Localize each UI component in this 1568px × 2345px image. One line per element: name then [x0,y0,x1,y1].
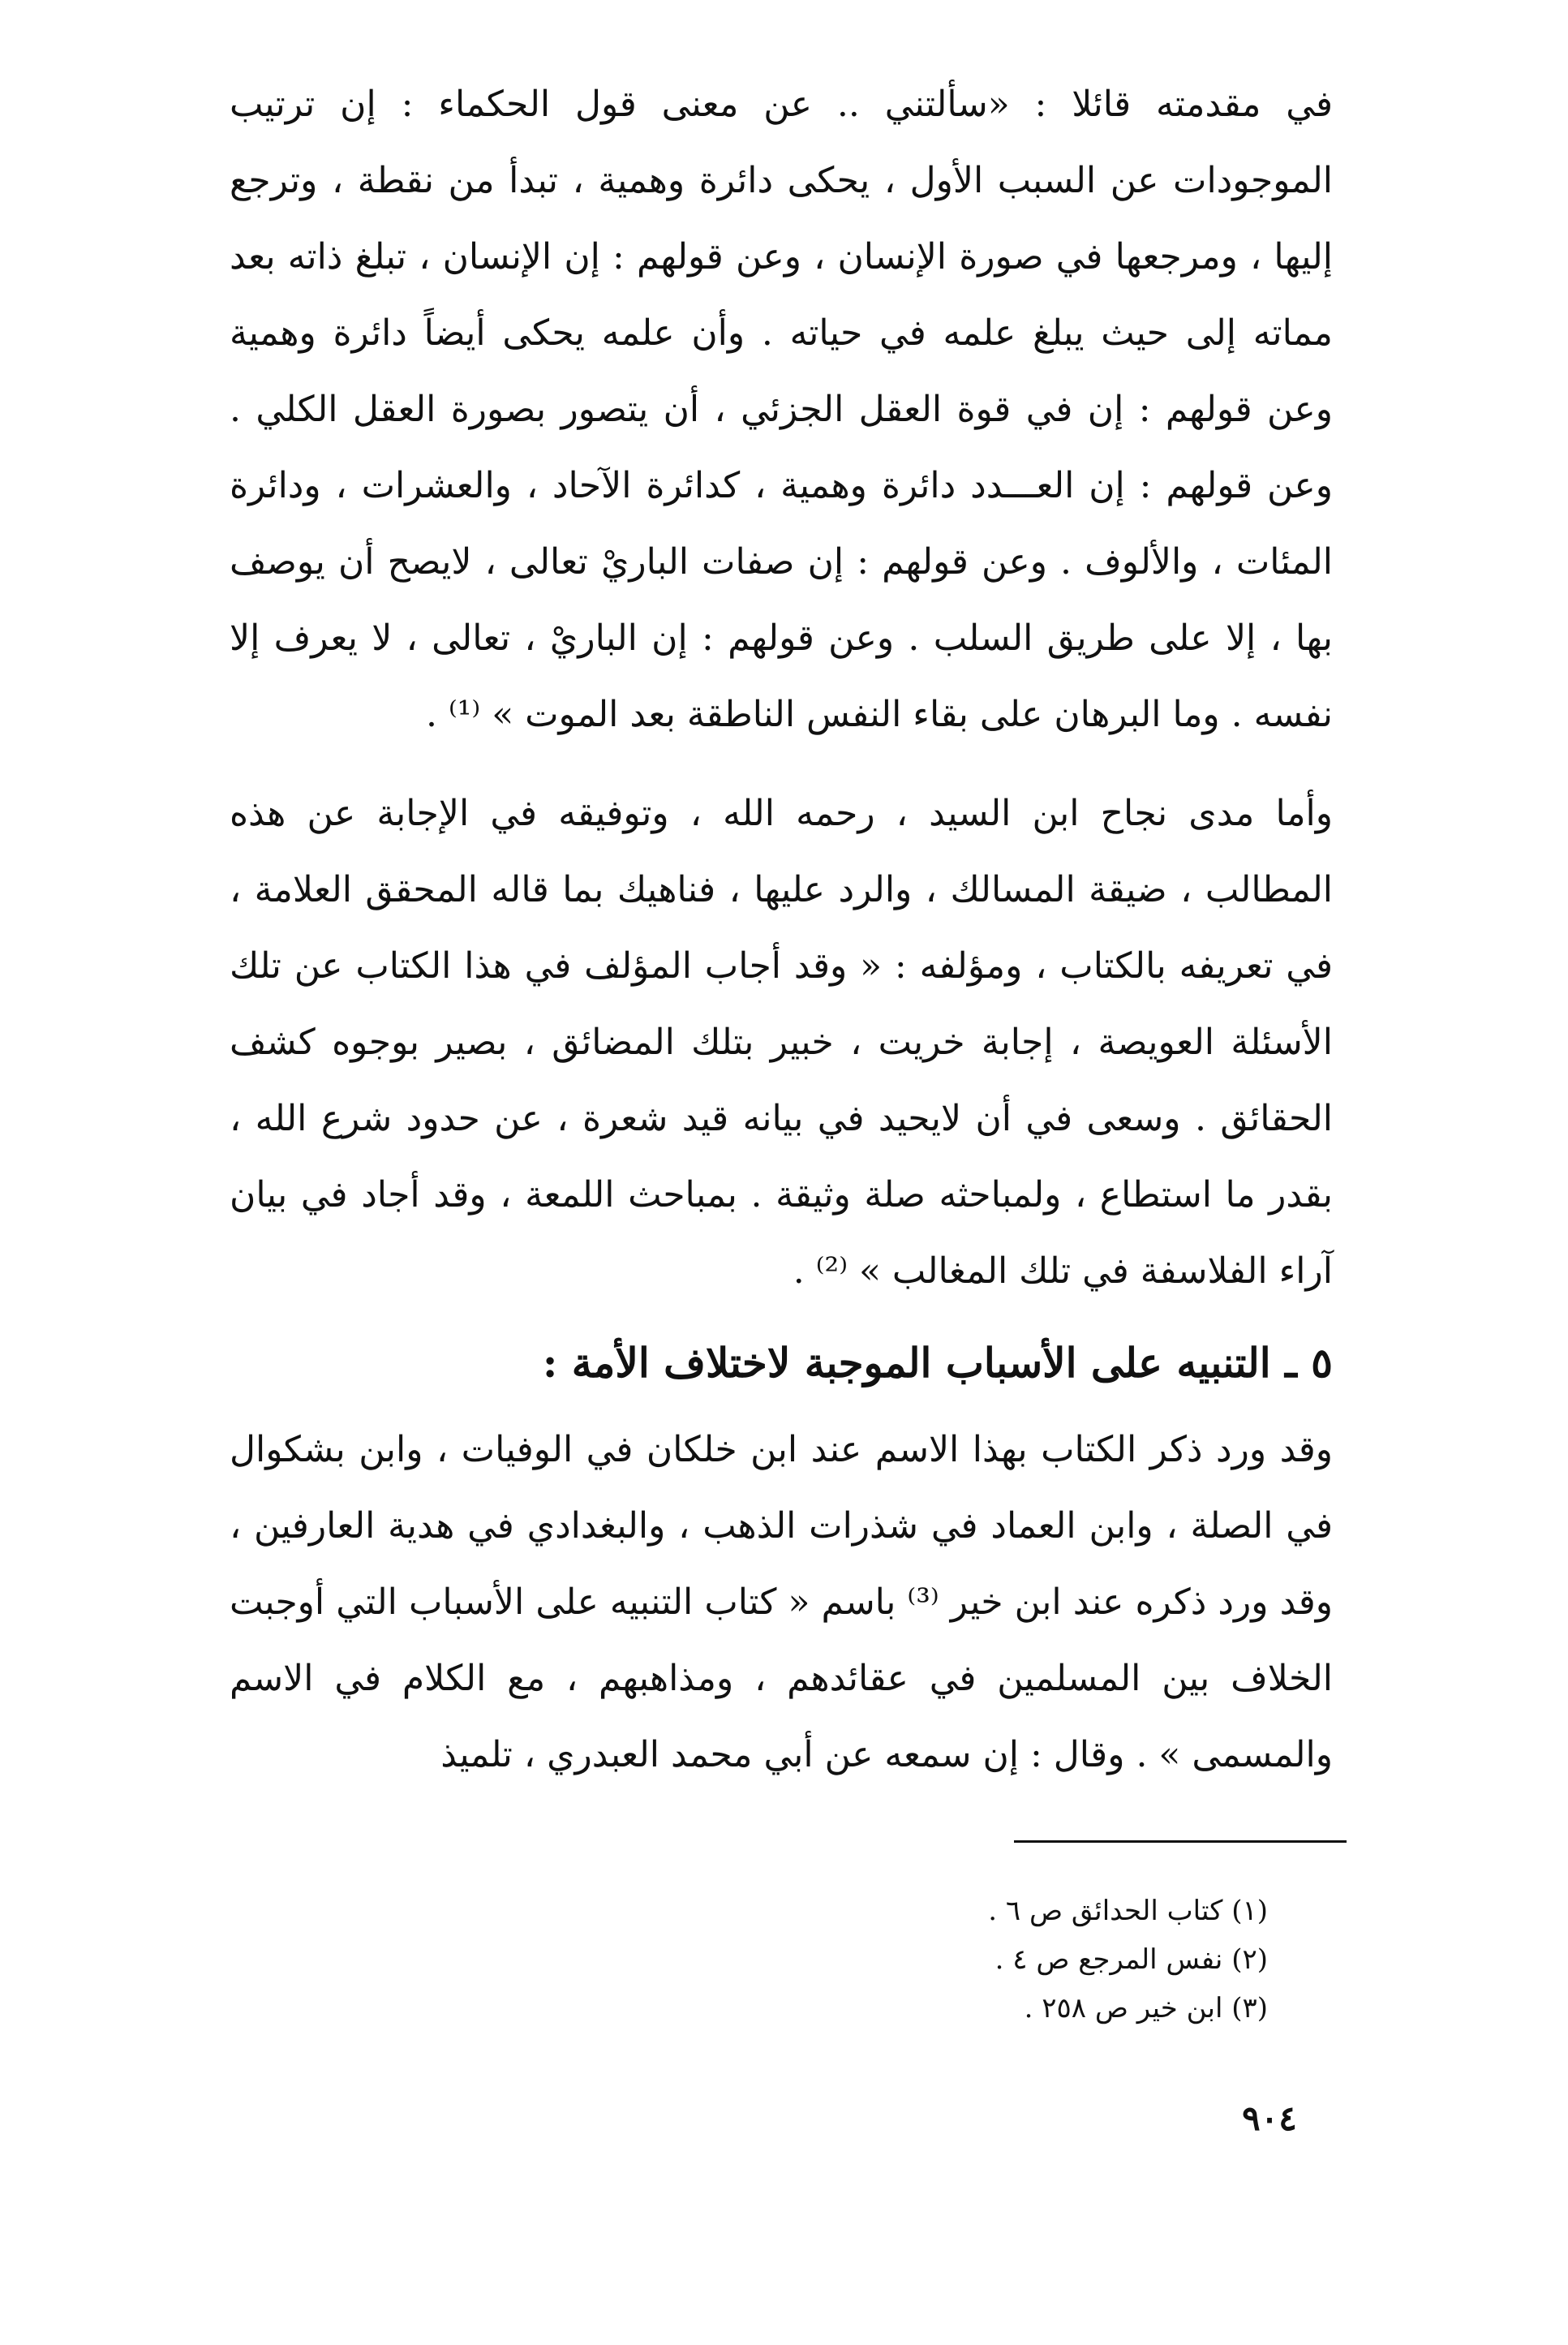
footnote-3: (٣) ابن خير ص ٢٥٨ . [1024,1992,1268,2024]
body-paragraph-1: في مقدمته قائلا : «سألتني .. عن معنى قول الحكماء : إن ترتيب الموجودات عن السبب الأول ، يحكى دائرة وهمية ، تبدأ من نقطة ، وترجع إليها ، ومرجعها في صورة الإنسان ، وعن قولهم : إن الإنسان ، تبلغ ذاته بعد مماته إلى حيث يبلغ علمه في حياته . وأن علمه يحكى أيضاً دائرة وهمية وعن قولهم : إن في قوة العقل الجزئي ، أن يتصور بصورة العقل الكلي . وعن قولهم : إن العـــدد دائرة وهمية ، كدائرة الآحاد ، والعشرات ، ودائرة المئات ، والألوف . وعن قولهم : إن صفات الباريْ تعالى ، لايصح أن يوصف بها ، إلا على طريق السلب . وعن قولهم : إن الباريْ ، تعالى ، لا يعرف إلا نفسه . وما البرهان على بقاء النفس الناطقة بعد الموت » ⁽¹⁾ . [230,84,1334,735]
body-paragraph-3: وقد ورد ذكر الكتاب بهذا الاسم عند ابن خلكان في الوفيات ، وابن بشكوال في الصلة ، وابن العماد في شذرات الذهب ، والبغدادي في هدية العارفين ، وقد ورد ذكره عند ابن خير ⁽³⁾ باسم « كتاب التنبيه على الأسباب التي أوجبت الخلاف بين المسلمين في عقائدهم ، ومذاهبهم ، مع الكلام في الاسم والمسمى » . وقال : إن سمعه عن أبي محمد العبدري ، تلميذ [230,1429,1333,1775]
body-paragraph-2: وأما مدى نجاح ابن السيد ، رحمه الله ، وتوفيقه في الإجابة عن هذه المطالب ، ضيقة المسالك ، والرد عليها ، فناهيك بما قاله المحقق العلامة ، في تعريفه بالكتاب ، ومؤلفه : « وقد أجاب المؤلف في هذا الكتاب عن تلك الأسئلة العويصة ، إجابة خريت ، خبير بتلك المضائق ، بصير بوجوه كشف الحقائق . وسعى في أن لايحيد في بيانه قيد شعرة ، عن حدود شرع الله ، بقدر ما استطاع ، ولمباحثه صلة وثيقة . بمباحث اللمعة ، وقد أجاد في بيان آراء الفلاسفة في تلك المغالب » ⁽²⁾ . [230,793,1333,1292]
footnotes-list [700,1887,1268,2033]
footnote-divider [1014,1840,1347,1843]
footnote-1: (١) كتاب الحدائق ص ٦ . [988,1895,1268,1927]
section-heading: ٥ ـ التنبيه على الأسباب الموجبة لاختلاف الأمة : [542,1339,1333,1387]
page-number: ٩٠٤ [1242,2098,1297,2138]
footnote-2: (٢) نفس المرجع ص ٤ . [994,1943,1268,1976]
